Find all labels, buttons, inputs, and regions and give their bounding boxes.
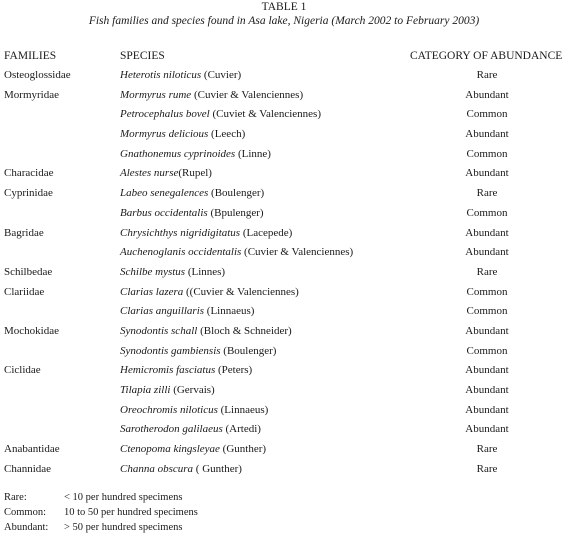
- category-cell: Abundant: [465, 128, 509, 141]
- species-cell: [120, 363, 252, 378]
- family-cell: Channidae: [4, 462, 52, 475]
- table-row: [0, 462, 568, 482]
- table-row: [0, 285, 568, 305]
- species-cell: [120, 383, 215, 398]
- species-cell: [120, 403, 268, 418]
- species-author: ((Cuvier & Valenciennes): [183, 285, 299, 298]
- species-cell: [120, 147, 271, 162]
- species-name: Heterotis niloticus: [120, 69, 202, 81]
- species-author: (Boulenger): [208, 187, 265, 200]
- category-cell: Rare: [476, 187, 498, 200]
- table-row: [0, 324, 568, 344]
- species-cell: [120, 324, 292, 339]
- species-author: (Linne): [235, 147, 271, 160]
- header-families: FAMILIES: [4, 50, 57, 62]
- table-row: [0, 344, 568, 364]
- family-cell: Ciclidae: [4, 364, 41, 377]
- species-author: (Boulenger): [220, 344, 277, 357]
- category-cell: Abundant: [465, 403, 509, 416]
- table-caption: Fish families and species found in Asa lake, Nigeria (March 2002 to February 2003): [88, 15, 480, 27]
- family-cell: Characidae: [4, 167, 54, 180]
- family-cell: Bagridae: [4, 226, 44, 239]
- category-cell: Common: [466, 147, 508, 160]
- species-cell: [120, 442, 266, 457]
- species-name: Mormyrus rume: [120, 88, 192, 101]
- species-author: (Linnaeus): [204, 305, 255, 318]
- species-cell: [120, 107, 321, 122]
- legend-value: < 10 per hundred specimens: [64, 492, 183, 503]
- table-row: [0, 206, 568, 226]
- species-cell: [120, 127, 245, 142]
- species-cell: [120, 462, 242, 477]
- table-row: [0, 166, 568, 186]
- table-row: [0, 304, 568, 324]
- category-cell: Rare: [476, 69, 498, 81]
- header-category: CATEGORY OF ABUNDANCE: [410, 50, 563, 62]
- species-cell: [120, 166, 212, 181]
- table-row: [0, 88, 568, 108]
- category-cell: Rare: [476, 265, 498, 278]
- table-row: [0, 422, 568, 442]
- species-name: Tilapia zilli: [120, 384, 171, 396]
- table-row: [0, 127, 568, 147]
- species-name: Channa obscura: [120, 462, 194, 475]
- species-cell: [120, 265, 225, 280]
- species-cell: [120, 226, 292, 241]
- species-name: Clarias lazera: [120, 285, 184, 298]
- header-species: SPECIES: [120, 50, 165, 62]
- species-name: Synodontis gambiensis: [120, 344, 221, 357]
- species-name: Petrocephalus bovel: [120, 108, 210, 121]
- category-cell: Common: [466, 285, 508, 298]
- species-name: Mormyrus delicious: [120, 128, 209, 141]
- category-cell: Abundant: [465, 88, 509, 101]
- species-name: Gnathonemus cyprinoides: [120, 147, 236, 160]
- species-author: (Gunther): [219, 443, 267, 456]
- table-row: [0, 107, 568, 127]
- species-author: (Bloch & Schneider): [197, 324, 292, 337]
- family-cell: Mormyridae: [4, 88, 59, 101]
- species-author: (Artedi): [222, 423, 261, 436]
- category-cell: Abundant: [465, 167, 509, 180]
- family-cell: Anabantidae: [4, 443, 60, 456]
- table-body: [0, 68, 568, 481]
- species-author: ( Gunther): [193, 462, 242, 475]
- species-name: Labeo senegalences: [120, 187, 209, 200]
- family-cell: Mochokidae: [4, 324, 59, 337]
- table-row: [0, 403, 568, 423]
- species-author: (Cuvier): [201, 69, 242, 81]
- legend-rare: [4, 492, 182, 503]
- species-author: (Cuvier & Valenciennes): [191, 88, 304, 101]
- species-author: (Linnes): [185, 265, 226, 278]
- table-row: [0, 186, 568, 206]
- table-row: [0, 442, 568, 462]
- family-cell: Clariidae: [4, 285, 45, 298]
- table-row: [0, 363, 568, 383]
- species-author: (Cuviet & Valenciennes): [209, 108, 321, 121]
- species-author: (Gervais): [170, 384, 215, 396]
- species-author: (Rupel): [178, 167, 212, 180]
- species-cell: [120, 186, 264, 201]
- legend-abundant: [4, 522, 182, 533]
- category-cell: Abundant: [465, 246, 509, 259]
- species-author: (Bpulenger): [207, 206, 264, 219]
- category-cell: Common: [466, 344, 508, 357]
- table-row: [0, 147, 568, 167]
- species-name: Auchenoglanis occidentalis: [120, 246, 242, 259]
- legend-value: 10 to 50 per hundred specimens: [64, 507, 198, 518]
- category-cell: Abundant: [465, 324, 509, 337]
- category-cell: Abundant: [465, 226, 509, 239]
- species-author: (Linnaeus): [217, 403, 269, 416]
- category-cell: Rare: [476, 443, 498, 456]
- category-cell: Common: [466, 206, 508, 219]
- category-cell: Abundant: [465, 384, 509, 396]
- category-cell: Abundant: [465, 364, 509, 377]
- species-author: (Peters): [215, 364, 253, 377]
- table-row: [0, 265, 568, 285]
- family-cell: Osteoglossidae: [4, 69, 71, 81]
- table-row: [0, 68, 568, 88]
- species-cell: [120, 285, 299, 300]
- legend-value: > 50 per hundred specimens: [64, 522, 183, 533]
- species-cell: [120, 88, 303, 103]
- species-cell: [120, 422, 261, 437]
- species-author: (Lacepede): [240, 226, 293, 239]
- species-name: Oreochromis niloticus: [120, 403, 218, 416]
- family-cell: Schilbedae: [4, 265, 53, 278]
- table-row: [0, 245, 568, 265]
- category-cell: Abundant: [465, 423, 509, 436]
- species-name: Alestes nurse: [120, 167, 179, 180]
- species-name: Chrysichthys nigridigitatus: [120, 226, 241, 239]
- legend-key: Rare:: [4, 492, 27, 503]
- category-cell: Common: [466, 108, 508, 121]
- species-author: (Leech): [208, 128, 246, 141]
- species-name: Synodontis schall: [120, 324, 198, 337]
- family-cell: Cyprinidae: [4, 187, 53, 200]
- species-name: Clarias anguillaris: [120, 305, 205, 318]
- species-cell: [120, 245, 353, 260]
- species-name: Barbus occidentalis: [120, 206, 208, 219]
- category-cell: Common: [466, 305, 508, 318]
- species-cell: [120, 68, 241, 83]
- category-cell: Rare: [476, 462, 498, 475]
- table-row: [0, 226, 568, 246]
- legend-key: Common:: [4, 507, 47, 518]
- species-name: Schilbe mystus: [120, 265, 186, 278]
- species-cell: [120, 344, 276, 359]
- table-row: [0, 383, 568, 403]
- species-name: Hemicromis fasciatus: [120, 364, 216, 377]
- species-name: Ctenopoma kingsleyae: [120, 443, 220, 456]
- legend-common: [4, 507, 198, 518]
- legend-key: Abundant:: [4, 522, 49, 533]
- species-name: Sarotherodon galilaeus: [120, 423, 223, 436]
- species-cell: [120, 206, 264, 221]
- species-cell: [120, 304, 254, 319]
- species-author: (Cuvier & Valenciennes): [241, 246, 354, 259]
- table-title: TABLE 1: [261, 1, 307, 13]
